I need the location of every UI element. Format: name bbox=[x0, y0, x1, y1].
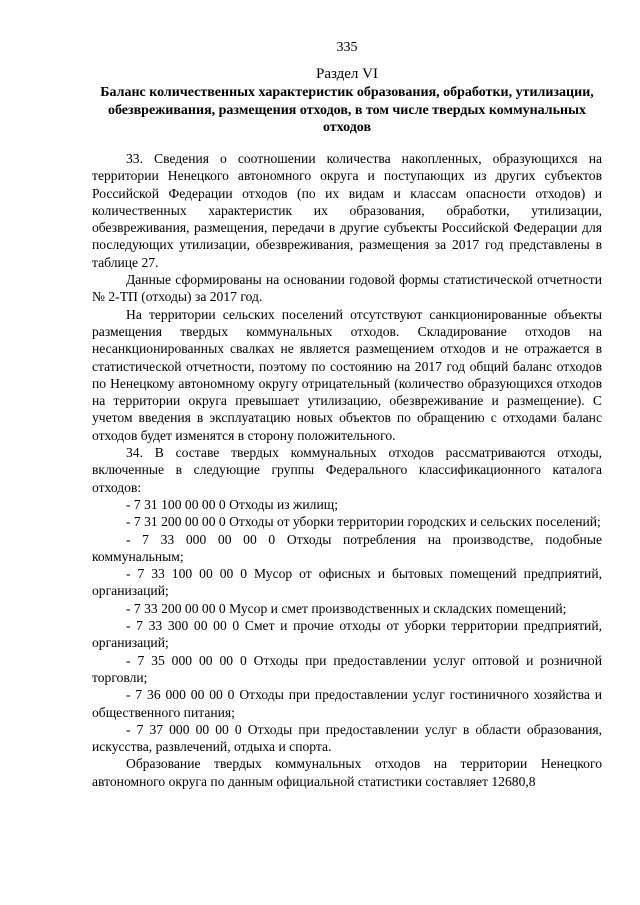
list-item: - 7 31 100 00 00 0 Отходы из жилищ; bbox=[126, 496, 338, 512]
list-item: - 7 36 000 00 00 0 Отходы при предоставлении услуг гостиничного хозяйства и общественного питания; bbox=[92, 687, 602, 720]
paragraph: На территории сельских поселений отсутствуют санкционированные объекты размещения твердых коммунальных отходов. Складирование отходов на несанкционированных свалках не является размещением отходов и не отражается в статистической отчетности, поэтому по состоянию на 2017 год общий баланс отходов по Ненецкому автономному округу отрицательный (количество образующихся отходов на территории округа превышает утилизацию, обезвреживание и размещение). С учетом введения в эксплуатацию новых объектов по обращению с отходами баланс отходов будет изменятся в сторону положительного. bbox=[92, 306, 602, 443]
paragraph: Образование твердых коммунальных отходов на территории Ненецкого автономного округа по данным официальной статистики составляет 12680,8 bbox=[92, 756, 602, 789]
section-title: Баланс количественных характеристик образования, обработки, утилизации, обезвреживания, размещения отходов, в том числе твердых коммунальных отходов bbox=[100, 85, 594, 135]
paragraph: 34. В составе твердых коммунальных отходов рассматриваются отходы, включенные в следующие группы Федерального классификационного каталога отходов: bbox=[92, 445, 602, 495]
section-label: Раздел VI bbox=[315, 66, 378, 82]
list-item: - 7 33 300 00 00 0 Смет и прочие отходы от уборки территории предприятий, организаций; bbox=[92, 618, 602, 651]
list-item: - 7 31 200 00 00 0 Отходы от уборки территории городских и сельских поселений; bbox=[126, 514, 601, 530]
list-item: - 7 33 000 00 00 0 Отходы потребления на производстве, подобные коммунальным; bbox=[92, 531, 602, 564]
list-item: - 7 33 100 00 00 0 Мусор от офисных и бытовых помещений предприятий, организаций; bbox=[92, 566, 602, 599]
list-item: - 7 33 200 00 00 0 Мусор и смет производственных и складских помещений; bbox=[126, 600, 567, 616]
list-item: - 7 37 000 00 00 0 Отходы при предоставлении услуг в области образования, искусства, развлечений, отдыха и спорта. bbox=[92, 721, 602, 755]
document-body bbox=[92, 150, 602, 790]
paragraph: Данные сформированы на основании годовой формы статистической отчетности № 2-ТП (отходы) за 2017 год. bbox=[92, 272, 602, 305]
page-number: 335 bbox=[336, 40, 358, 55]
list-item: - 7 35 000 00 00 0 Отходы при предоставлении услуг оптовой и розничной торговли; bbox=[92, 652, 602, 685]
paragraph: 33. Сведения о соотношении количества накопленных, образующихся на территории Ненецкого автономного округа и поступающих из других субъектов Российской Федерации отходов (по их видам и классам опасности отходов) и количественных характеристик их образования, обработки, утилизации, обезвреживания, размещения, передачи в другие субъекты Российской Федерации для последующих утилизации, обезвреживания, размещения за 2017 год представлены в таблице 27. bbox=[92, 151, 602, 270]
